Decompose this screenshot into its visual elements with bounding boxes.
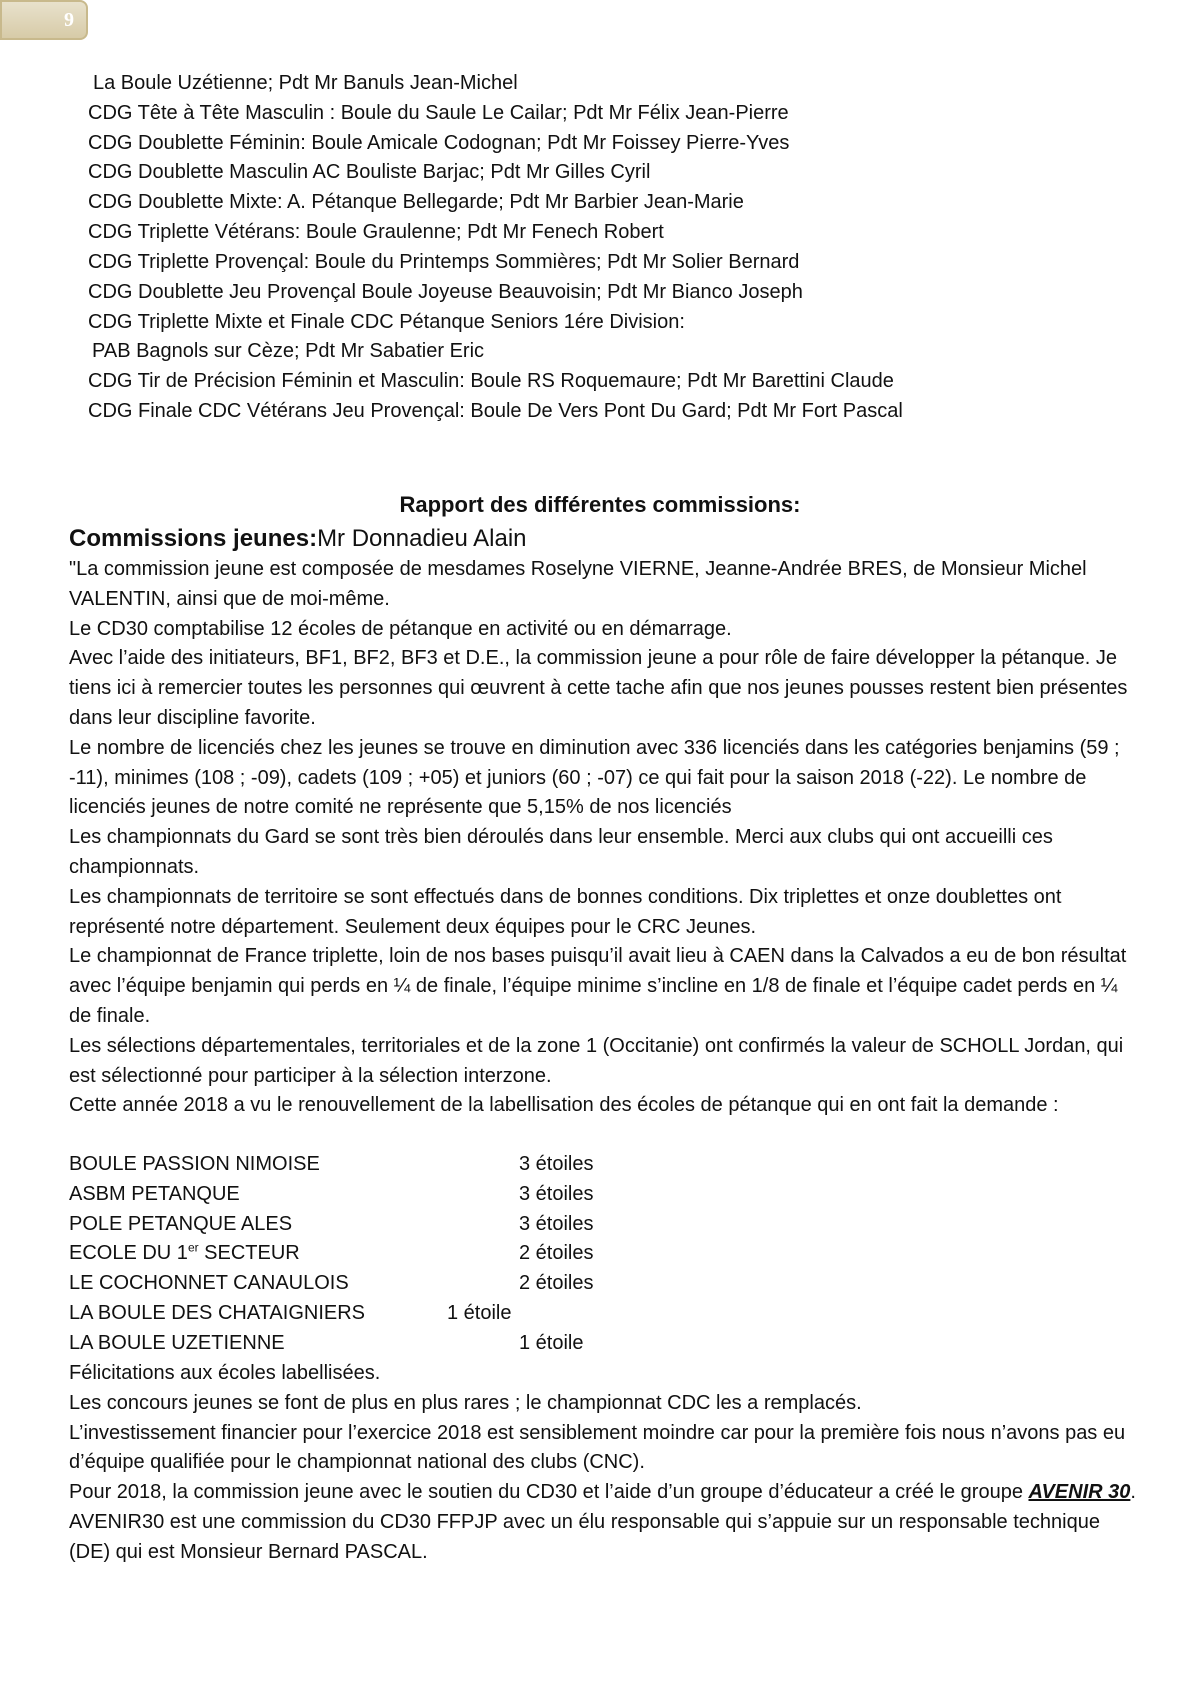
report-body-continued: [69, 1359, 1139, 1568]
avenir-text: Pour 2018, la commission jeune avec le soutien du CD30 et l’aide d’un groupe d’éducateur a créé le groupe: [69, 1481, 1029, 1504]
ordinal-suffix: er: [187, 1240, 199, 1255]
school-stars: 3 étoiles: [519, 1153, 594, 1175]
club-line: CDG Doublette Mixte: A. Pétanque Bellegarde; Pdt Mr Barbier Jean-Marie: [88, 191, 744, 213]
school-row: [69, 1180, 769, 1210]
paragraph: Les sélections départementales, territoriales et de la zone 1 (Occitanie) ont confirmés la valeur de SCHOLL Jordan, qui est sélectionné pour participer à la sélection interzone.: [69, 1034, 1124, 1087]
school-name: LA BOULE DES CHATAIGNIERS: [69, 1301, 366, 1324]
school-row: [69, 1329, 769, 1359]
school-name-part: SECTEUR: [198, 1242, 300, 1265]
club-line: CDG Finale CDC Vétérans Jeu Provençal: Boule De Vers Pont Du Gard; Pdt Mr Fort Pascal: [88, 400, 903, 422]
school-row: [69, 1210, 769, 1240]
club-line: CDG Tête à Tête Masculin : Boule du Saule Le Cailar; Pdt Mr Félix Jean-Pierre: [88, 102, 789, 124]
commission-heading: [69, 523, 527, 555]
page-number-badge: [0, 0, 88, 40]
paragraph: "La commission jeune est composée de mesdames Roselyne VIERNE, Jeanne-Andrée BRES, de Monsieur Michel VALENTIN, ainsi que de moi-même.: [69, 558, 1087, 610]
school-stars: 2 étoiles: [519, 1242, 594, 1265]
school-name-part: ECOLE DU 1: [69, 1242, 188, 1265]
school-stars: 3 étoiles: [519, 1182, 594, 1205]
avenir-highlight: AVENIR 30: [1028, 1481, 1131, 1504]
school-stars: 1 étoile: [519, 1331, 584, 1354]
school-row: [69, 1150, 769, 1180]
paragraph: Les concours jeunes se font de plus en plus rares ; le championnat CDC les a remplacés.: [69, 1391, 862, 1414]
club-line: CDG Doublette Masculin AC Bouliste Barjac; Pdt Mr Gilles Cyril: [88, 161, 651, 183]
commission-person: Mr Donnadieu Alain: [317, 525, 527, 552]
school-row: [69, 1269, 769, 1299]
school-list: [69, 1150, 769, 1359]
report-body: [69, 555, 1139, 1121]
school-name: LA BOULE UZETIENNE: [69, 1331, 285, 1354]
paragraph: Le nombre de licenciés chez les jeunes se trouve en diminution avec 336 licenciés dans les catégories benjamins (59 ; -11), minimes (108 ; -09), cadets (109 ; +05) et juniors (60 ; -07) ce qui fait pour la saison 2018 (-22). Le nombre de licenciés jeunes de notre comité ne représente que 5,15% de nos licenciés: [69, 736, 1120, 819]
report-title: Rapport des différentes commissions:: [399, 492, 801, 517]
club-line: CDG Triplette Provençal: Boule du Printemps Sommières; Pdt Mr Solier Bernard: [88, 251, 800, 273]
school-name: BOULE PASSION NIMOISE: [69, 1153, 320, 1175]
paragraph: AVENIR30 est une commission du CD30 FFPJP avec un élu responsable qui s’appuie sur un responsable technique (DE) qui est Monsieur Bernard PASCAL.: [69, 1510, 1100, 1563]
school-stars: 3 étoiles: [519, 1212, 594, 1235]
club-line: PAB Bagnols sur Cèze; Pdt Mr Sabatier Eric: [92, 340, 485, 362]
school-name: [69, 1239, 300, 1269]
paragraph: L’investissement financier pour l’exercice 2018 est sensiblement moindre car pour la première fois nous n’avons pas eu d’équipe qualifiée pour le championnat national des clubs (CNC).: [69, 1421, 1126, 1474]
school-row: [69, 1239, 769, 1269]
commission-label: Commissions jeunes:: [69, 525, 318, 552]
paragraph: Cette année 2018 a vu le renouvellement de la labellisation des écoles de pétanque qui en ont fait la demande :: [69, 1094, 1059, 1117]
club-line: CDG Triplette Mixte et Finale CDC Pétanque Seniors 1ére Division:: [88, 311, 685, 333]
school-name: POLE PETANQUE ALES: [69, 1212, 293, 1235]
school-stars: 2 étoiles: [519, 1272, 594, 1295]
club-line: CDG Triplette Vétérans: Boule Graulenne; Pdt Mr Fenech Robert: [88, 221, 664, 243]
school-stars: 1 étoile: [447, 1301, 512, 1324]
school-name: LE COCHONNET CANAULOIS: [69, 1272, 349, 1295]
paragraph: Avec l’aide des initiateurs, BF1, BF2, BF3 et D.E., la commission jeune a pour rôle de faire développer la pétanque. Je tiens ici à remercier toutes les personnes qui œuvrent à cette tache afin que nos jeunes pousses restent bien présentes dans leur discipline favorite.: [69, 647, 1128, 729]
paragraph: Les championnats du Gard se sont très bien déroulés dans leur ensemble. Merci aux clubs qui ont accueilli ces championnats.: [69, 826, 1053, 878]
avenir-text: .: [1130, 1481, 1136, 1504]
club-line: CDG Doublette Jeu Provençal Boule Joyeuse Beauvoisin; Pdt Mr Bianco Joseph: [88, 281, 803, 303]
club-line: La Boule Uzétienne; Pdt Mr Banuls Jean-Michel: [93, 72, 518, 94]
paragraph: Le CD30 comptabilise 12 écoles de pétanque en activité ou en démarrage.: [69, 617, 732, 640]
paragraph: Félicitations aux écoles labellisées.: [69, 1362, 381, 1384]
school-name: ASBM PETANQUE: [69, 1182, 240, 1205]
paragraph: [69, 1478, 1139, 1508]
club-line: CDG Tir de Précision Féminin et Masculin: Boule RS Roquemaure; Pdt Mr Barettini Claude: [88, 370, 894, 392]
club-line: CDG Doublette Féminin: Boule Amicale Codognan; Pdt Mr Foissey Pierre-Yves: [88, 132, 790, 154]
school-row: [69, 1299, 769, 1329]
page-number: 9: [64, 9, 74, 31]
paragraph: Le championnat de France triplette, loin de nos bases puisqu’il avait lieu à CAEN dans la Calvados a eu de bon résultat avec l’équipe benjamin qui perds en ¼ de finale, l’équipe minime s’incline en 1/8 de finale et l’équipe cadet perds en ¼ de finale.: [69, 945, 1127, 1027]
paragraph: Les championnats de territoire se sont effectués dans de bonnes conditions. Dix triplettes et onze doublettes ont représenté notre département. Seulement deux équipes pour le CRC Jeunes.: [69, 885, 1062, 938]
